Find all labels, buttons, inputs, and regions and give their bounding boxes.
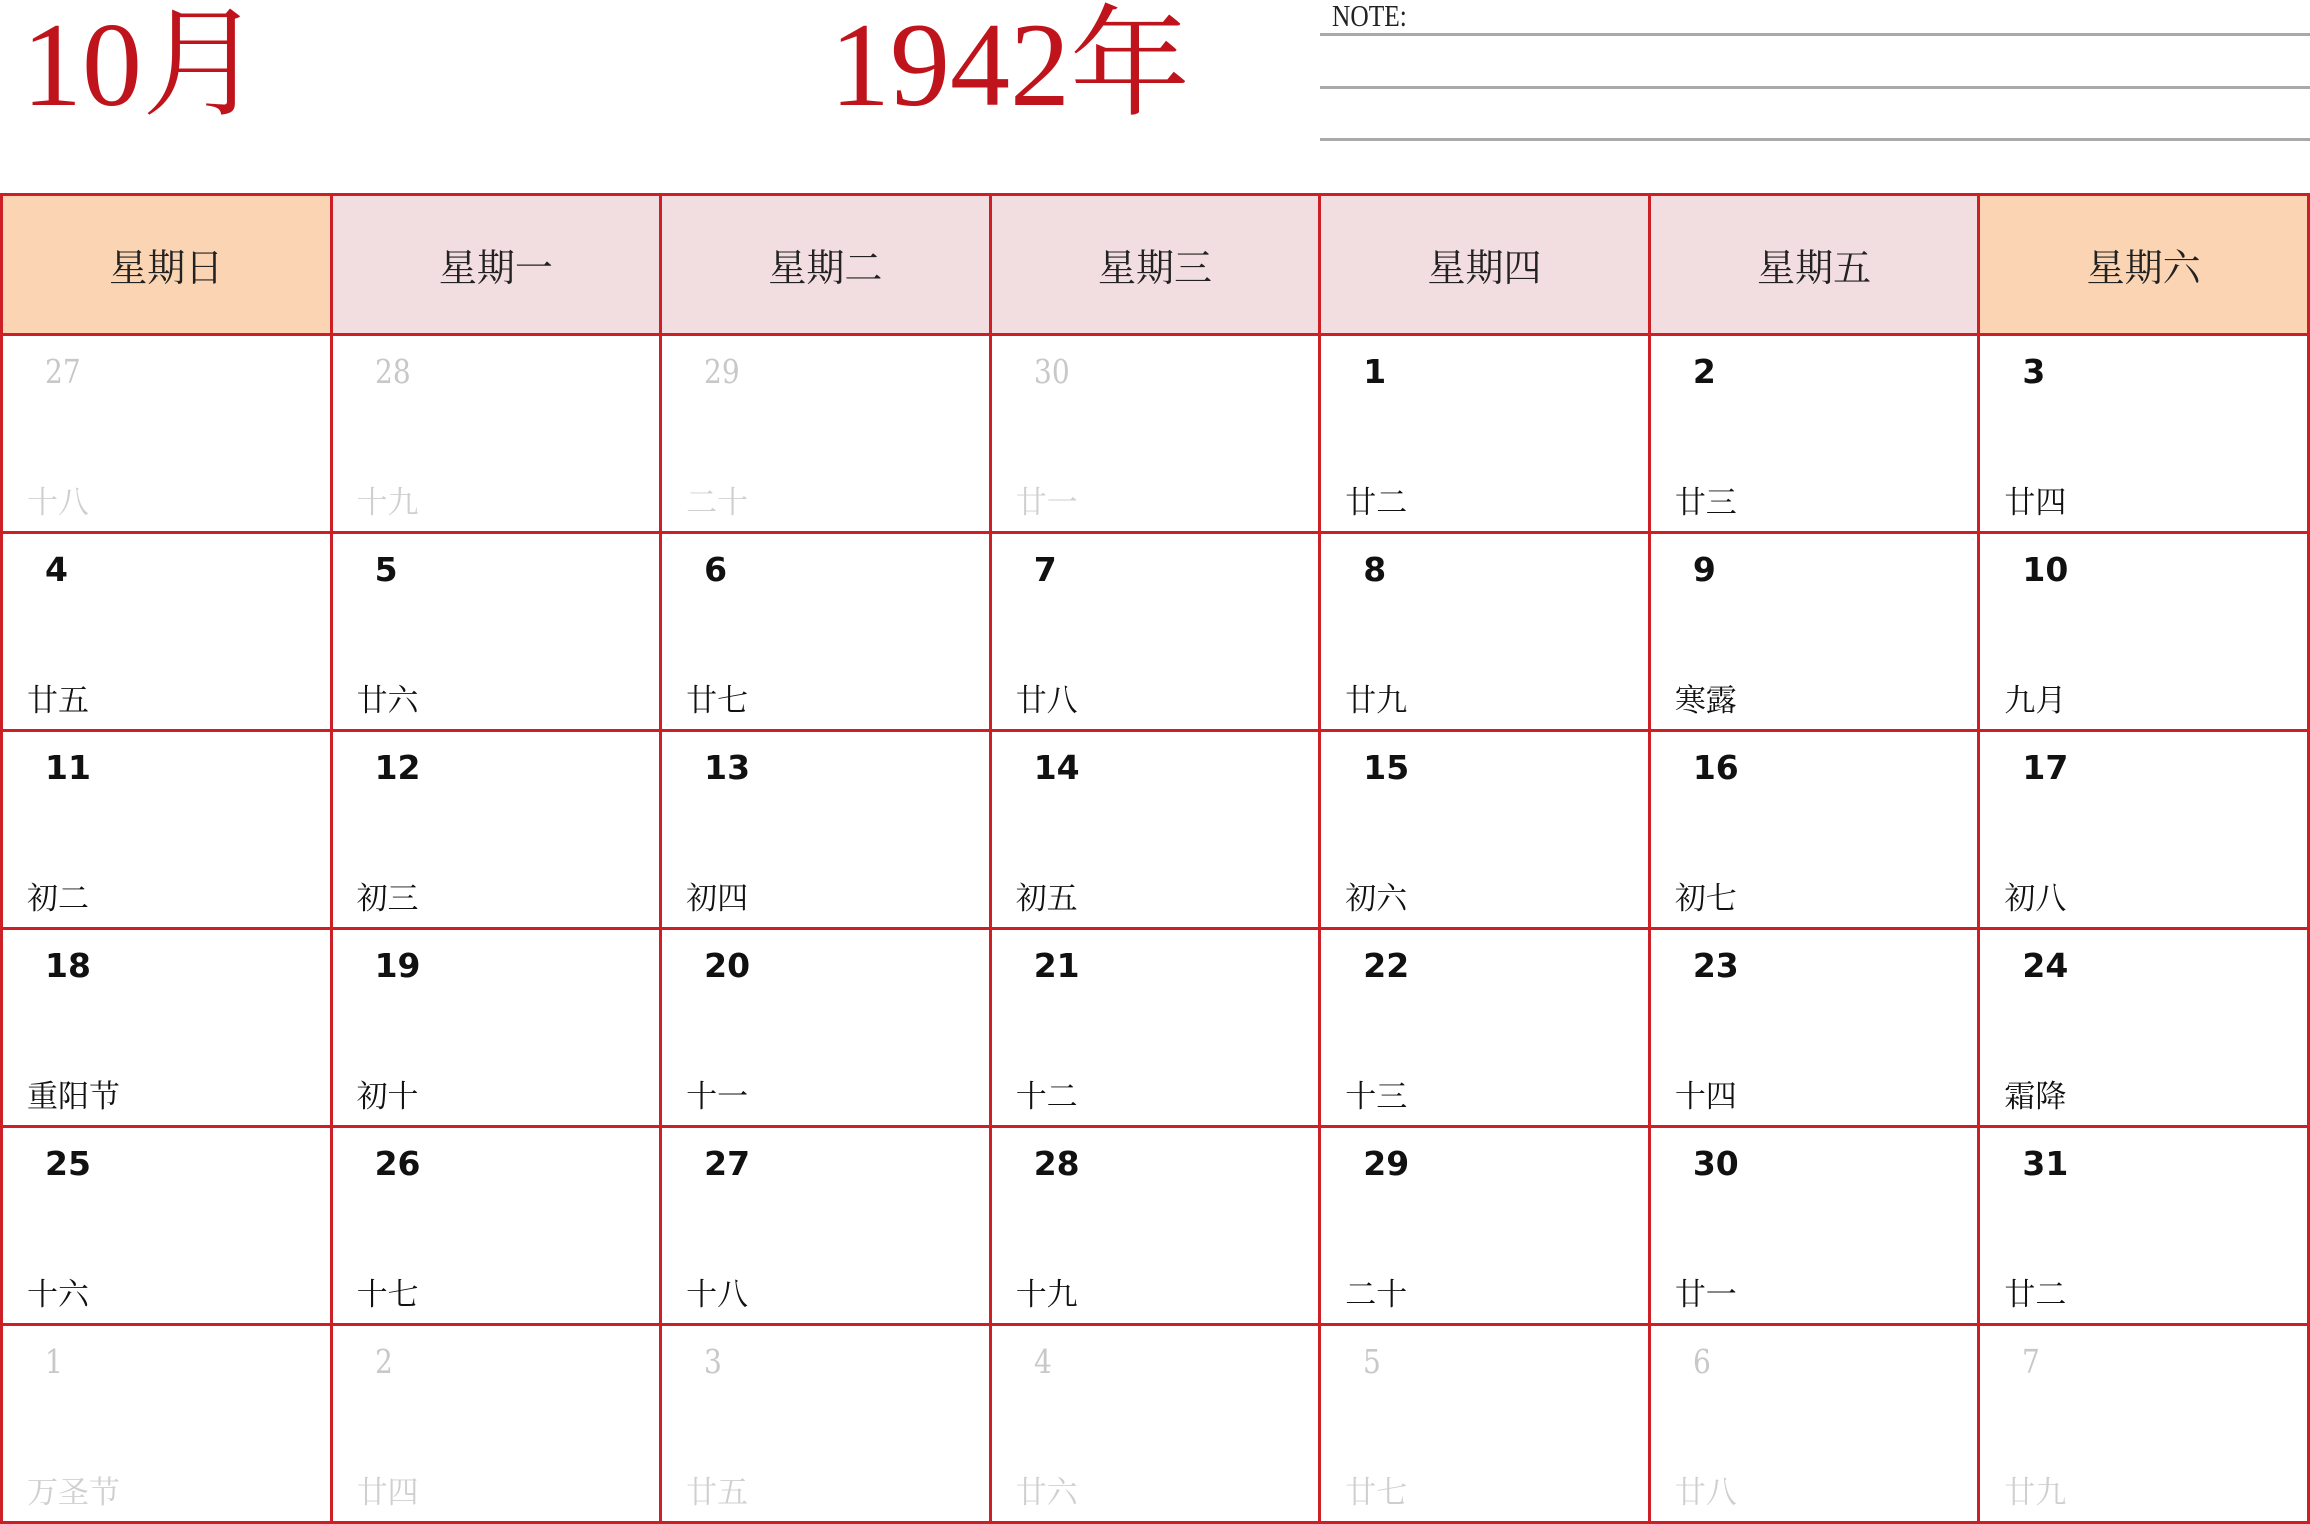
weekday-header-sunday: 星期日 — [2, 195, 332, 335]
lunar-date: 初五 — [1015, 881, 1078, 917]
day-cell[interactable] — [990, 533, 1320, 731]
day-cell[interactable] — [1320, 929, 1650, 1127]
note-label: NOTE: — [1332, 0, 1407, 33]
day-cell[interactable] — [2, 533, 332, 731]
day-cell-other-month[interactable] — [661, 1325, 991, 1523]
week-row — [2, 929, 2309, 1127]
day-cell[interactable] — [331, 1127, 661, 1325]
day-number: 10 — [2022, 550, 2069, 589]
day-cell-other-month[interactable] — [1649, 1325, 1979, 1523]
day-cell[interactable] — [990, 731, 1320, 929]
day-cell-other-month[interactable] — [2, 1325, 332, 1523]
month-title: 10月 — [22, 0, 262, 131]
calendar-body — [2, 335, 2309, 1523]
lunar-date: 廿八 — [1015, 683, 1078, 719]
lunar-date: 重阳节 — [27, 1079, 120, 1115]
day-number: 5 — [1363, 1342, 1382, 1381]
lunar-date: 十八 — [686, 1277, 749, 1313]
day-cell[interactable] — [1320, 731, 1650, 929]
day-number: 14 — [1033, 748, 1080, 787]
day-cell[interactable] — [2, 1127, 332, 1325]
lunar-date: 廿八 — [1674, 1475, 1737, 1511]
lunar-date: 寒露 — [1674, 683, 1737, 719]
day-number: 21 — [1033, 946, 1080, 985]
lunar-date: 廿六 — [356, 683, 419, 719]
lunar-date: 十二 — [1015, 1079, 1078, 1115]
day-cell[interactable] — [331, 731, 661, 929]
day-number: 16 — [1692, 748, 1739, 787]
day-number: 28 — [374, 352, 411, 391]
week-row — [2, 731, 2309, 929]
lunar-date: 初四 — [686, 881, 749, 917]
day-cell-other-month[interactable] — [2, 335, 332, 533]
weekday-header-tuesday: 星期二 — [661, 195, 991, 335]
day-cell[interactable] — [661, 1127, 991, 1325]
lunar-date: 廿四 — [2004, 485, 2067, 521]
day-cell[interactable] — [1320, 533, 1650, 731]
day-cell[interactable] — [1649, 929, 1979, 1127]
lunar-date: 廿七 — [1345, 1475, 1408, 1511]
lunar-date: 十九 — [1015, 1277, 1078, 1313]
note-area[interactable] — [1320, 0, 2310, 145]
day-cell[interactable] — [990, 1127, 1320, 1325]
lunar-date: 十一 — [686, 1079, 749, 1115]
day-number: 11 — [45, 748, 91, 787]
lunar-date: 廿二 — [1345, 485, 1408, 521]
day-cell[interactable] — [331, 929, 661, 1127]
weekday-header-wednesday: 星期三 — [990, 195, 1320, 335]
day-number: 6 — [1692, 1342, 1711, 1381]
day-cell[interactable] — [1979, 731, 2309, 929]
day-number: 20 — [704, 946, 751, 985]
day-cell-other-month[interactable] — [661, 335, 991, 533]
day-number: 8 — [1363, 550, 1387, 589]
day-number: 24 — [2022, 946, 2069, 985]
day-number: 6 — [704, 550, 728, 589]
day-number: 22 — [1363, 946, 1410, 985]
lunar-date: 十九 — [356, 485, 419, 521]
day-number: 15 — [1363, 748, 1410, 787]
lunar-date: 初七 — [1674, 881, 1737, 917]
day-cell-other-month[interactable] — [990, 1325, 1320, 1523]
day-cell[interactable] — [661, 731, 991, 929]
day-number: 3 — [704, 1342, 722, 1381]
lunar-date: 廿六 — [1015, 1475, 1078, 1511]
day-cell[interactable] — [1979, 929, 2309, 1127]
day-number: 2 — [1692, 352, 1716, 391]
lunar-date: 初八 — [2004, 881, 2067, 917]
day-cell[interactable] — [1979, 1127, 2309, 1325]
day-number: 31 — [2022, 1144, 2069, 1183]
lunar-date: 廿三 — [1674, 485, 1737, 521]
note-line — [1320, 33, 2310, 36]
day-cell-other-month[interactable] — [331, 1325, 661, 1523]
lunar-date: 廿九 — [1345, 683, 1408, 719]
day-cell-other-month[interactable] — [331, 335, 661, 533]
day-number: 19 — [374, 946, 421, 985]
lunar-date: 廿九 — [2004, 1475, 2067, 1511]
day-number: 9 — [1692, 550, 1716, 589]
day-number: 12 — [374, 748, 421, 787]
day-number: 29 — [704, 352, 740, 391]
day-number: 4 — [45, 550, 68, 589]
week-row — [2, 335, 2309, 533]
day-number: 4 — [1033, 1342, 1052, 1381]
day-cell[interactable] — [2, 929, 332, 1127]
weekday-header-thursday: 星期四 — [1320, 195, 1650, 335]
year-title: 1942年 — [830, 0, 1190, 131]
weekday-header-friday: 星期五 — [1649, 195, 1979, 335]
day-number: 30 — [1692, 1144, 1739, 1183]
weekday-header-monday: 星期一 — [331, 195, 661, 335]
day-number: 13 — [704, 748, 751, 787]
note-line — [1320, 138, 2310, 141]
day-cell[interactable] — [1649, 533, 1979, 731]
lunar-date: 二十 — [686, 485, 749, 521]
lunar-date: 初三 — [356, 881, 419, 917]
day-number: 3 — [2022, 352, 2046, 391]
lunar-date: 廿四 — [356, 1475, 419, 1511]
day-number: 7 — [1033, 550, 1057, 589]
day-cell[interactable] — [1320, 1127, 1650, 1325]
day-cell[interactable] — [2, 731, 332, 929]
day-number: 7 — [2022, 1342, 2041, 1381]
day-cell[interactable] — [990, 929, 1320, 1127]
lunar-date: 十六 — [27, 1277, 89, 1313]
lunar-date: 霜降 — [2004, 1079, 2067, 1115]
lunar-date: 十七 — [356, 1277, 419, 1313]
day-number: 26 — [374, 1144, 421, 1183]
day-cell[interactable] — [1320, 335, 1650, 533]
lunar-date: 廿七 — [686, 683, 749, 719]
day-cell[interactable] — [1979, 335, 2309, 533]
lunar-date: 初十 — [356, 1079, 419, 1115]
lunar-date: 廿二 — [2004, 1277, 2067, 1313]
week-row — [2, 1325, 2309, 1523]
lunar-date: 十三 — [1345, 1079, 1408, 1115]
lunar-date: 十四 — [1674, 1079, 1737, 1115]
lunar-date: 廿五 — [27, 683, 89, 719]
day-number: 27 — [45, 352, 81, 391]
day-cell[interactable] — [1649, 1127, 1979, 1325]
lunar-date: 廿五 — [686, 1475, 749, 1511]
lunar-date: 九月 — [2004, 683, 2067, 719]
lunar-date: 初二 — [27, 881, 89, 917]
week-row — [2, 533, 2309, 731]
note-line — [1320, 86, 2310, 89]
calendar-grid — [0, 193, 2310, 1524]
day-cell[interactable] — [661, 929, 991, 1127]
day-number: 29 — [1363, 1144, 1410, 1183]
lunar-date: 万圣节 — [27, 1475, 120, 1511]
day-number: 2 — [374, 1342, 393, 1381]
day-cell[interactable] — [1649, 731, 1979, 929]
day-number: 27 — [704, 1144, 751, 1183]
day-number: 5 — [374, 550, 398, 589]
day-cell[interactable] — [661, 533, 991, 731]
lunar-date: 十八 — [27, 485, 89, 521]
day-cell[interactable] — [1979, 533, 2309, 731]
lunar-date: 二十 — [1345, 1277, 1408, 1313]
day-number: 1 — [45, 1342, 63, 1381]
lunar-date: 廿一 — [1674, 1277, 1737, 1313]
day-cell-other-month[interactable] — [990, 335, 1320, 533]
lunar-date: 初六 — [1345, 881, 1408, 917]
day-number: 23 — [1692, 946, 1739, 985]
weekday-header-saturday: 星期六 — [1979, 195, 2309, 335]
day-number: 1 — [1363, 352, 1387, 391]
week-row — [2, 1127, 2309, 1325]
day-number: 28 — [1033, 1144, 1080, 1183]
day-number: 25 — [45, 1144, 91, 1183]
day-cell-other-month[interactable] — [1320, 1325, 1650, 1523]
day-cell[interactable] — [1649, 335, 1979, 533]
lunar-date: 廿一 — [1015, 485, 1078, 521]
day-number: 30 — [1033, 352, 1070, 391]
day-number: 17 — [2022, 748, 2069, 787]
day-cell-other-month[interactable] — [1979, 1325, 2309, 1523]
day-number: 18 — [45, 946, 91, 985]
day-cell[interactable] — [331, 533, 661, 731]
weekday-header-row — [2, 195, 2309, 335]
